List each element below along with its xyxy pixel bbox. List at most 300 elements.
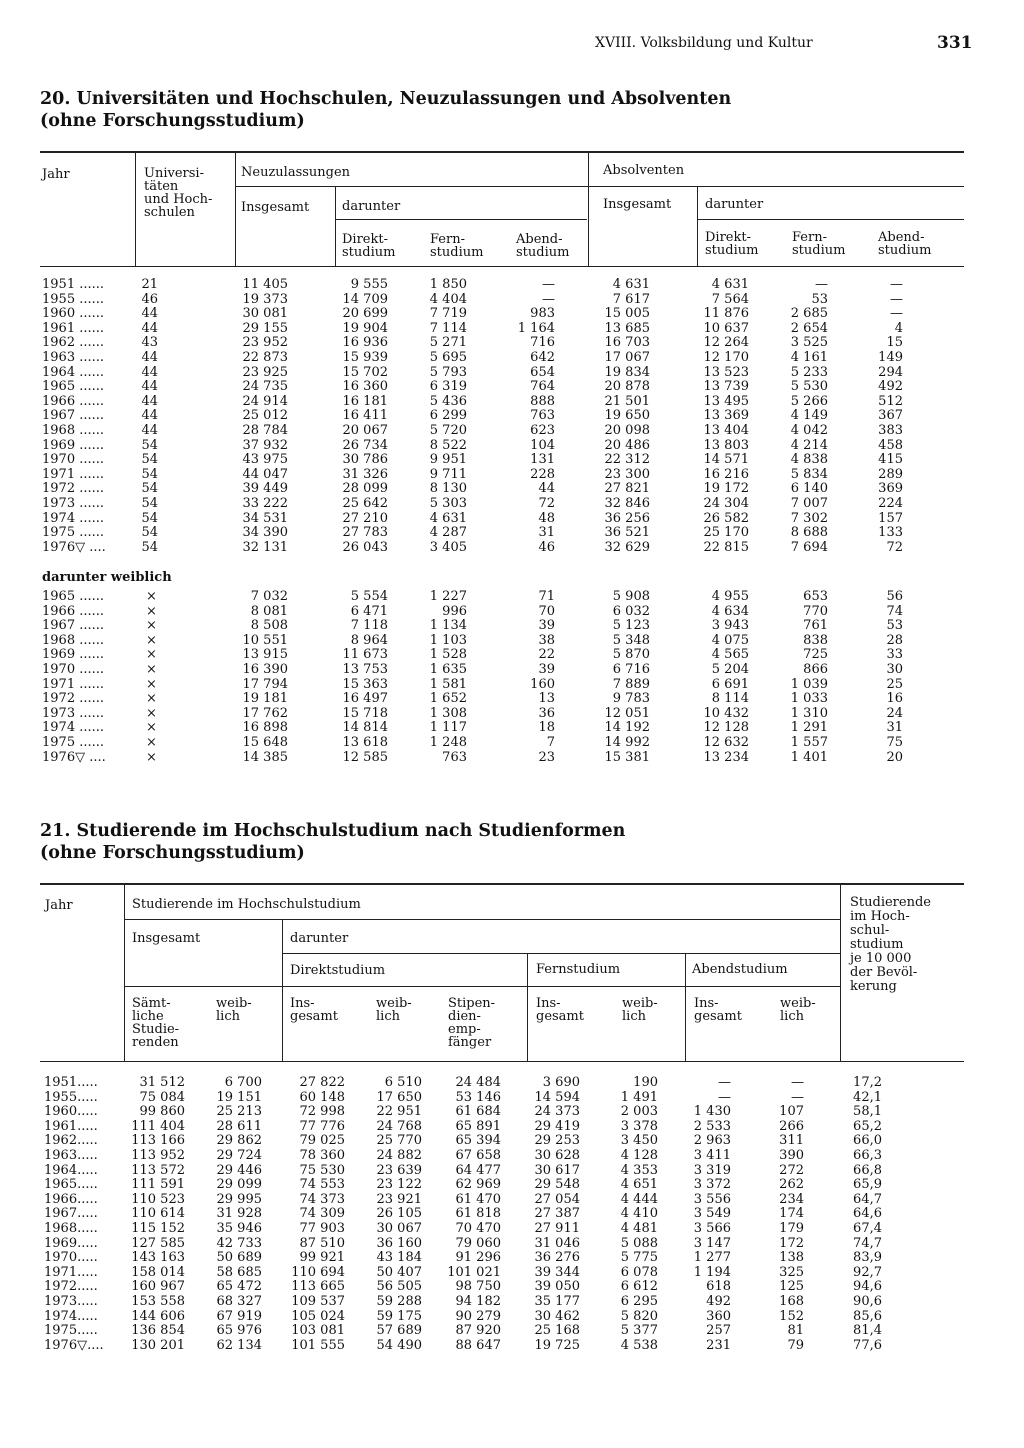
table-cell: 458 xyxy=(878,437,903,453)
table-cell: 21 501 xyxy=(604,393,650,409)
row-year: 1973 ...... xyxy=(42,705,105,721)
table-cell: 36 256 xyxy=(604,510,650,526)
table-cell: 54 xyxy=(141,510,158,526)
table-cell: 32 846 xyxy=(604,496,650,511)
table-cell: 3 943 xyxy=(711,618,749,634)
table-cell: 5 870 xyxy=(612,647,650,663)
table-cell: 1 117 xyxy=(429,720,467,736)
table-cell: 512 xyxy=(878,393,903,409)
table-cell: 5 123 xyxy=(612,618,650,634)
table-cell: 57 689 xyxy=(376,1323,422,1339)
row-year: 1975 ...... xyxy=(42,525,105,541)
row-year: 1970..... xyxy=(44,1250,98,1266)
table-cell: 4 075 xyxy=(711,632,749,648)
table-cell: 158 014 xyxy=(131,1264,185,1280)
l2: lich xyxy=(622,1009,646,1024)
table-cell: 1 248 xyxy=(429,735,467,750)
table-cell: 36 276 xyxy=(534,1250,580,1266)
table-cell: 16 411 xyxy=(342,408,388,424)
table-cell: 85,6 xyxy=(853,1308,882,1324)
row-year: 1971..... xyxy=(44,1264,98,1280)
table-cell: 5 793 xyxy=(429,364,467,380)
table-cell: 8 964 xyxy=(350,632,388,648)
table-cell: 6 295 xyxy=(620,1294,658,1309)
table-cell: 653 xyxy=(803,589,828,604)
table-cell: 1 581 xyxy=(429,676,467,692)
row-year: 1968..... xyxy=(44,1221,98,1236)
table-cell: 90 279 xyxy=(455,1308,501,1324)
table-cell: 1 310 xyxy=(790,705,828,721)
l1: Stipen- xyxy=(448,996,496,1011)
table-cell: 4 651 xyxy=(620,1177,658,1193)
table-cell: 65 976 xyxy=(216,1323,262,1339)
table-cell: 72 xyxy=(538,496,555,511)
table-cell: 179 xyxy=(779,1221,804,1236)
table-cell: 888 xyxy=(530,393,555,409)
table-cell: 29 155 xyxy=(242,320,288,336)
table-cell: 1 308 xyxy=(429,705,467,721)
table-cell: 75 xyxy=(886,735,903,750)
table-cell: 1 227 xyxy=(429,589,467,604)
table-cell: 19 650 xyxy=(604,408,650,424)
table-cell: 19 181 xyxy=(242,691,288,707)
table-cell: 654 xyxy=(530,364,555,380)
table-cell: 44 xyxy=(141,306,158,322)
table-cell: 642 xyxy=(530,350,555,365)
table-cell: 4 287 xyxy=(429,525,467,541)
table-cell: 24 484 xyxy=(455,1075,501,1090)
l1: Direkt- xyxy=(705,230,751,245)
table-cell: 81 xyxy=(787,1323,804,1339)
table-cell: 77 776 xyxy=(299,1118,345,1134)
t20-head-uni-l2: täten xyxy=(144,179,179,194)
table-cell: 3 690 xyxy=(542,1075,580,1090)
table-cell: 61 684 xyxy=(455,1104,501,1120)
table-cell: 54 490 xyxy=(376,1337,422,1353)
table-cell: 22 951 xyxy=(376,1104,422,1120)
table-cell: 10 637 xyxy=(703,320,749,336)
table-cell: 7 114 xyxy=(429,320,467,336)
table-cell: 65,2 xyxy=(853,1118,882,1134)
table-cell: 1 103 xyxy=(429,632,467,648)
table21-body xyxy=(0,1076,1024,1366)
table-cell: 23 921 xyxy=(376,1191,422,1207)
table-cell: 39 449 xyxy=(242,481,288,497)
table-cell: 90,6 xyxy=(853,1294,882,1309)
table-cell: 91 296 xyxy=(455,1250,501,1266)
table-cell: 44 xyxy=(141,364,158,380)
table-cell: 20 xyxy=(886,749,903,765)
l3: emp- xyxy=(448,1022,481,1037)
t20-head-uni-l3: und Hoch- xyxy=(144,192,213,207)
table-cell: 13 803 xyxy=(703,437,749,453)
t20-head-abend xyxy=(516,233,569,259)
table-cell: 35 946 xyxy=(216,1221,262,1236)
table-cell: 13 915 xyxy=(242,647,288,663)
table-cell: 149 xyxy=(878,350,903,365)
table-cell: 3 378 xyxy=(620,1118,658,1134)
table-cell: 4 634 xyxy=(711,603,749,619)
table20-vline xyxy=(335,186,336,266)
table-cell: 9 783 xyxy=(612,691,650,707)
l1: Abend- xyxy=(878,230,925,245)
row-year: 1961..... xyxy=(44,1118,98,1134)
table-cell: 20 098 xyxy=(604,423,650,438)
table-cell: 34 390 xyxy=(242,525,288,541)
table-row xyxy=(0,692,1024,707)
table-cell: 17 650 xyxy=(376,1089,422,1105)
table-cell: 58,1 xyxy=(853,1104,882,1120)
table-cell: 11 876 xyxy=(703,306,749,322)
table-cell: 7 889 xyxy=(612,676,650,692)
table-cell: 3 549 xyxy=(693,1206,731,1222)
table-row xyxy=(0,453,1024,468)
table-cell: 5 695 xyxy=(429,350,467,365)
l2: gesamt xyxy=(290,1009,338,1024)
table-cell: 7 032 xyxy=(250,589,288,604)
table20-rule-groups xyxy=(235,186,964,187)
table-cell: 79 xyxy=(787,1337,804,1353)
table-cell: 13 234 xyxy=(703,749,749,765)
table-cell: 5 436 xyxy=(429,393,467,409)
table-cell: 19 373 xyxy=(242,291,288,307)
table-cell: 68 327 xyxy=(216,1294,262,1309)
table-cell: 157 xyxy=(878,510,903,526)
table-cell: 64,6 xyxy=(853,1206,882,1222)
table-cell: 311 xyxy=(779,1133,804,1149)
table-cell: 4 631 xyxy=(429,510,467,526)
table-row xyxy=(0,380,1024,395)
table-cell: 39 344 xyxy=(534,1264,580,1280)
l1: Ins- xyxy=(694,996,719,1011)
table-cell: 294 xyxy=(878,364,903,380)
table-row xyxy=(0,619,1024,634)
table-cell: 46 xyxy=(538,539,555,555)
table-cell: 11 405 xyxy=(242,277,288,292)
table-cell: 138 xyxy=(779,1250,804,1266)
table20-top-rule xyxy=(40,151,964,153)
table-cell: 25 012 xyxy=(242,408,288,424)
table21-top-rule xyxy=(40,883,964,885)
l2: lich xyxy=(780,1009,804,1024)
table-cell: 28 xyxy=(886,632,903,648)
table-cell: 13 523 xyxy=(703,364,749,380)
table-cell: 29 253 xyxy=(534,1133,580,1149)
row-year: 1964 ...... xyxy=(42,364,105,380)
t21-head-abend: Abendstudium xyxy=(692,962,788,977)
table-cell: 1 491 xyxy=(620,1089,658,1105)
table-cell: 39 050 xyxy=(534,1279,580,1295)
table-cell: 74,7 xyxy=(853,1235,882,1251)
table-cell: 20 699 xyxy=(342,306,388,322)
table-cell: 13 404 xyxy=(703,423,749,438)
table-cell: 61 470 xyxy=(455,1191,501,1207)
l2: dien- xyxy=(448,1009,481,1024)
table-cell: 94,6 xyxy=(853,1279,882,1295)
table-cell: — xyxy=(542,291,555,307)
table-cell: — xyxy=(791,1075,804,1090)
row-year: 1971 ...... xyxy=(42,676,105,692)
table-cell: 35 177 xyxy=(534,1294,580,1309)
table21-title-line2: (ohne Forschungsstudium) xyxy=(40,843,305,863)
table-cell: 43 xyxy=(141,335,158,351)
row-year: 1960..... xyxy=(44,1104,98,1120)
table-cell: 160 967 xyxy=(131,1279,185,1295)
row-year: 1960 ...... xyxy=(42,306,105,322)
table-cell: 6 716 xyxy=(612,662,650,677)
table-cell: 74 xyxy=(886,603,903,619)
t21-head-samt xyxy=(132,997,179,1049)
table-cell: 1 277 xyxy=(693,1250,731,1266)
table-cell: 224 xyxy=(878,496,903,511)
t21-head-jahr: Jahr xyxy=(45,898,73,913)
t20-head-uni-l4: schulen xyxy=(144,205,195,220)
t20-head-uni-l1: Universi- xyxy=(144,166,204,181)
table-cell: 866 xyxy=(803,662,828,677)
table-cell: 115 152 xyxy=(131,1221,185,1236)
table-cell: 9 951 xyxy=(429,452,467,468)
table-cell: 6 032 xyxy=(612,603,650,619)
table-cell: 50 689 xyxy=(216,1250,262,1266)
table-cell: 26 105 xyxy=(376,1206,422,1222)
t21-head-insg-direkt xyxy=(290,997,338,1023)
table-cell: — xyxy=(718,1089,731,1105)
table-cell: 54 xyxy=(141,437,158,453)
table-cell: 23 925 xyxy=(242,364,288,380)
l2: gesamt xyxy=(694,1009,742,1024)
table-cell: 74 373 xyxy=(299,1191,345,1207)
table-cell: 87 510 xyxy=(299,1235,345,1251)
table-cell: × xyxy=(146,632,157,648)
table-cell: 110 614 xyxy=(131,1206,185,1222)
table-cell: 7 694 xyxy=(790,539,828,555)
table-cell: 2 003 xyxy=(620,1104,658,1120)
table-cell: 7 617 xyxy=(612,291,650,307)
table-cell: 19 834 xyxy=(604,364,650,380)
table-cell: 5 554 xyxy=(350,589,388,604)
table-cell: 113 665 xyxy=(291,1279,345,1295)
table-cell: 1 033 xyxy=(790,691,828,707)
l2: studium xyxy=(792,243,846,258)
table-cell: 65 472 xyxy=(216,1279,262,1295)
table-cell: 77,6 xyxy=(853,1337,882,1353)
row-year: 1963 ...... xyxy=(42,350,105,365)
table-cell: 26 734 xyxy=(342,437,388,453)
table-cell: 33 xyxy=(886,647,903,663)
l3: Studie- xyxy=(132,1022,180,1037)
table20-title-line1: 20. Universitäten und Hochschulen, Neuzulassungen und Absolventen xyxy=(40,89,732,109)
table-cell: 54 xyxy=(141,481,158,497)
table-cell: 42 733 xyxy=(216,1235,262,1251)
table-cell: 12 585 xyxy=(342,749,388,765)
table-cell: 75 084 xyxy=(139,1089,185,1105)
table-cell: 7 302 xyxy=(790,510,828,526)
table-cell: 4 042 xyxy=(790,423,828,438)
table-cell: 92,7 xyxy=(853,1264,882,1280)
table-cell: 24 735 xyxy=(242,379,288,395)
table-cell: 99 860 xyxy=(139,1104,185,1120)
table-cell: 50 407 xyxy=(376,1264,422,1280)
table-cell: 6 471 xyxy=(350,603,388,619)
table-row xyxy=(0,1251,1024,1266)
table-cell: 22 xyxy=(538,647,555,663)
table20-vline xyxy=(235,153,236,266)
table-cell: 5 303 xyxy=(429,496,467,511)
t21-head-fern: Fernstudium xyxy=(536,962,621,977)
table-cell: — xyxy=(890,306,903,322)
table-cell: 23 300 xyxy=(604,466,650,482)
table-row xyxy=(0,497,1024,512)
table-row xyxy=(0,1295,1024,1310)
table-cell: 110 523 xyxy=(131,1191,185,1207)
table-row xyxy=(0,351,1024,366)
t21-head-dar: darunter xyxy=(290,931,349,946)
l2: im Hoch- xyxy=(850,909,910,924)
table-cell: 13 495 xyxy=(703,393,749,409)
row-year: 1955 ...... xyxy=(42,291,105,307)
table-cell: 53 xyxy=(886,618,903,634)
t20-head-ins-abs: Insgesamt xyxy=(603,197,672,212)
table-cell: 16 181 xyxy=(342,393,388,409)
table-cell: 492 xyxy=(706,1294,731,1309)
l2: studium xyxy=(705,243,759,258)
table-cell: 15 381 xyxy=(604,749,650,765)
table-cell: 15 363 xyxy=(342,676,388,692)
table-cell: 81,4 xyxy=(853,1323,882,1339)
table-cell: 3 556 xyxy=(693,1191,731,1207)
table-cell: 54 xyxy=(141,496,158,511)
table-cell: 13 739 xyxy=(703,379,749,395)
table-cell: 9 555 xyxy=(350,277,388,292)
table-cell: 168 xyxy=(779,1294,804,1309)
table-cell: 53 146 xyxy=(455,1089,501,1105)
table-cell: 7 719 xyxy=(429,306,467,322)
table-cell: 763 xyxy=(530,408,555,424)
table-cell: 62 969 xyxy=(455,1177,501,1193)
table-cell: 5 377 xyxy=(620,1323,658,1339)
table-cell: 43 975 xyxy=(242,452,288,468)
table-cell: 74 553 xyxy=(299,1177,345,1193)
table-cell: 44 xyxy=(141,408,158,424)
table-cell: 25 642 xyxy=(342,496,388,511)
l2: liche xyxy=(132,1009,164,1024)
table-cell: 136 854 xyxy=(131,1323,185,1339)
table-cell: 44 xyxy=(141,423,158,438)
table-cell: 25 770 xyxy=(376,1133,422,1149)
table-cell: 20 067 xyxy=(342,423,388,438)
table-cell: 79 060 xyxy=(455,1235,501,1251)
l2: studium xyxy=(516,245,570,260)
t21-head-right xyxy=(850,896,931,994)
table-cell: 8 114 xyxy=(711,691,749,707)
table-cell: 725 xyxy=(803,647,828,663)
table20-rule-dar-neu xyxy=(335,219,587,220)
table-cell: 109 537 xyxy=(291,1294,345,1309)
table-cell: 54 xyxy=(141,539,158,555)
table20-body-weiblich xyxy=(0,590,1024,775)
table-cell: 44 xyxy=(538,481,555,497)
table-cell: 5 530 xyxy=(790,379,828,395)
table-cell: × xyxy=(146,589,157,604)
l1: Ins- xyxy=(536,996,561,1011)
table-cell: 72 998 xyxy=(299,1104,345,1120)
table-cell: × xyxy=(146,603,157,619)
t21-head-insg-fern xyxy=(536,997,584,1023)
table-cell: 31 928 xyxy=(216,1206,262,1222)
table-cell: 983 xyxy=(530,306,555,322)
table-cell: 4 161 xyxy=(790,350,828,365)
table-cell: 30 786 xyxy=(342,452,388,468)
table-cell: 3 450 xyxy=(620,1133,658,1149)
row-year: 1968 ...... xyxy=(42,423,105,438)
table-cell: 36 xyxy=(538,705,555,721)
table-cell: 75 530 xyxy=(299,1162,345,1178)
table-cell: 3 405 xyxy=(429,539,467,555)
table-cell: 16 936 xyxy=(342,335,388,351)
table-cell: 44 047 xyxy=(242,466,288,482)
table-cell: 31 326 xyxy=(342,466,388,482)
table-cell: 39 xyxy=(538,618,555,634)
table-cell: 15 939 xyxy=(342,350,388,365)
table-cell: 415 xyxy=(878,452,903,468)
table-cell: 19 151 xyxy=(216,1089,262,1105)
row-year: 1972 ...... xyxy=(42,481,105,497)
table-cell: 56 xyxy=(886,589,903,604)
table-cell: 24 914 xyxy=(242,393,288,409)
page-header xyxy=(0,35,1024,57)
table-cell: 18 xyxy=(538,720,555,736)
l1: Studierende xyxy=(850,895,931,910)
l1: Ins- xyxy=(290,996,315,1011)
table-cell: 25 213 xyxy=(216,1104,262,1120)
table-cell: 107 xyxy=(779,1104,804,1120)
l4: renden xyxy=(132,1035,179,1050)
table-cell: 56 505 xyxy=(376,1279,422,1295)
table-cell: 44 xyxy=(141,379,158,395)
table-cell: 10 551 xyxy=(242,632,288,648)
table-cell: 1 039 xyxy=(790,676,828,692)
row-year: 1961 ...... xyxy=(42,320,105,336)
row-year: 1969 ...... xyxy=(42,647,105,663)
table-cell: 369 xyxy=(878,481,903,497)
table-cell: 17 067 xyxy=(604,350,650,365)
row-year: 1974..... xyxy=(44,1308,98,1324)
t21-head-weib-abend xyxy=(780,997,816,1023)
table-cell: 1 557 xyxy=(790,735,828,750)
table-cell: 764 xyxy=(530,379,555,395)
table-cell: 16 xyxy=(886,691,903,707)
table-cell: 30 xyxy=(886,662,903,677)
table-cell: 125 xyxy=(779,1279,804,1295)
row-year: 1974 ...... xyxy=(42,510,105,526)
table-cell: 79 025 xyxy=(299,1133,345,1149)
table-cell: 26 582 xyxy=(703,510,749,526)
t21-head-direkt: Direktstudium xyxy=(290,963,386,978)
row-year: 1972..... xyxy=(44,1279,98,1295)
page-number: 331 xyxy=(937,33,973,53)
table-cell: 66,3 xyxy=(853,1148,882,1163)
table-row xyxy=(0,1178,1024,1193)
table-cell: 27 054 xyxy=(534,1191,580,1207)
table-cell: 234 xyxy=(779,1191,804,1207)
t20-head-dar-neu: darunter xyxy=(342,199,401,214)
row-year: 1969..... xyxy=(44,1235,98,1251)
row-year: 1966 ...... xyxy=(42,603,105,619)
table-cell: 1 652 xyxy=(429,691,467,707)
table-cell: 5 271 xyxy=(429,335,467,351)
table-cell: 1 134 xyxy=(429,618,467,634)
table-cell: 4 838 xyxy=(790,452,828,468)
